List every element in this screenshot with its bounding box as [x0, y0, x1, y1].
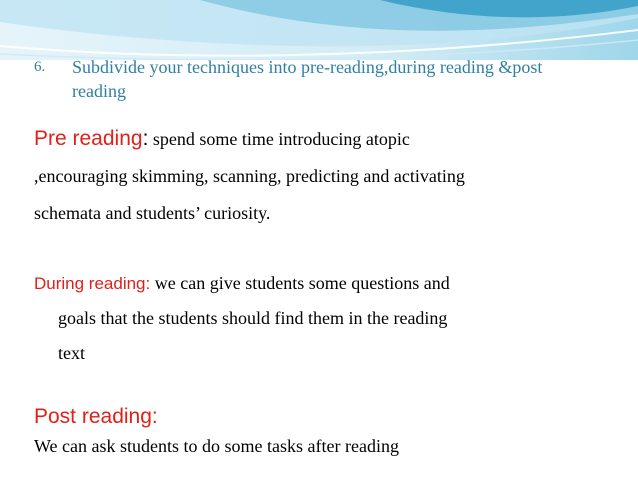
post-reading-line-1: We can ask students to do some tasks after reading: [34, 436, 399, 456]
pre-reading-colon: :: [142, 127, 149, 150]
heading-text: Subdivide your techniques into pre-reading,during reading &post reading: [72, 57, 543, 101]
pre-reading-line-2: ,encouraging skimming, scanning, predicting and activating: [34, 166, 465, 186]
heading-number: 6.: [34, 59, 46, 75]
post-reading-paragraph: [34, 403, 614, 461]
slide-heading: [34, 55, 554, 103]
pre-reading-label: Pre reading: [34, 127, 143, 150]
post-reading-label: Post reading:: [34, 405, 158, 428]
pre-reading-paragraph: [34, 120, 614, 232]
during-reading-text-1: we can give students some questions and: [150, 273, 450, 293]
pre-reading-line-1: [34, 120, 614, 158]
during-reading-line-1: [34, 266, 614, 301]
pre-reading-text-1: spend some time introducing atopic: [148, 129, 410, 149]
during-reading-line-2: goals that the students should find them in the reading: [58, 308, 448, 328]
pre-reading-line-3: schemata and students’ curiosity.: [34, 203, 271, 223]
during-reading-label: During reading:: [34, 274, 151, 293]
during-reading-paragraph: [34, 266, 614, 371]
during-reading-line-3: text: [58, 343, 85, 363]
